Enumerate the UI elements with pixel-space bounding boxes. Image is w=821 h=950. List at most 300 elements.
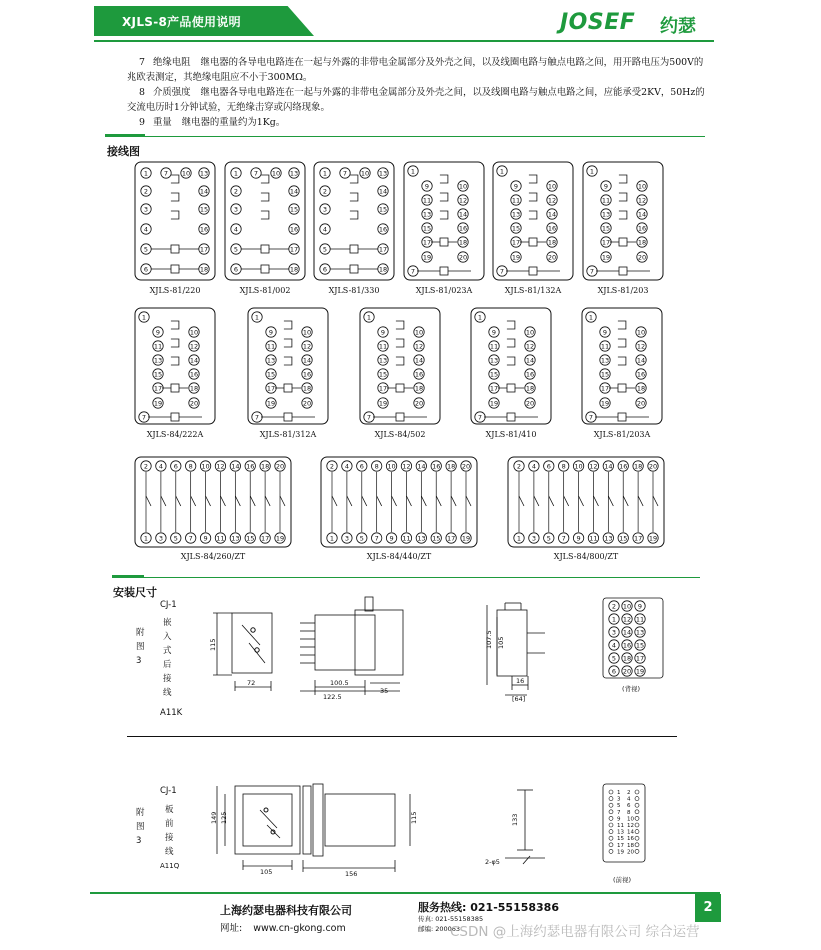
svg-text:16: 16 (636, 370, 646, 379)
svg-text:12: 12 (547, 196, 557, 205)
svg-text:20: 20 (461, 462, 471, 471)
svg-text:20: 20 (627, 849, 634, 856)
svg-text:9: 9 (155, 328, 161, 337)
rear-terminal (635, 627, 645, 637)
dim-125: 125 (220, 811, 228, 824)
spec-text: 继电器的各导电电路连在一起与外露的非带电金属部分及外壳之间，以及线圈电路与触点电路之间，用开路电压为500V的兆欧表测定，其绝缘电阻应不小于300MΩ。 (127, 57, 704, 83)
svg-text:13: 13 (378, 169, 388, 178)
svg-text:7: 7 (253, 169, 259, 178)
rear-terminal (622, 614, 632, 624)
install-a-side-label: 附图3 (136, 628, 145, 666)
svg-text:12: 12 (525, 342, 535, 351)
install-a-model: CJ-1 (160, 600, 177, 610)
svg-text:18: 18 (302, 384, 312, 393)
wiring-caption: XJLS-81/132A (504, 286, 562, 295)
svg-text:18: 18 (446, 462, 456, 471)
brand-logo-cn: 约瑟 (660, 16, 696, 37)
svg-text:11: 11 (589, 534, 598, 543)
wiring-diagram (359, 307, 441, 425)
header-rule (94, 40, 714, 42)
svg-text:14: 14 (627, 829, 634, 836)
svg-text:10: 10 (302, 328, 312, 337)
svg-text:1: 1 (143, 534, 149, 543)
dim-64: [64] (512, 695, 526, 703)
svg-text:15: 15 (601, 224, 611, 233)
footer-web-link[interactable]: www.cn-gkong.com (253, 923, 346, 934)
footer-web (220, 920, 346, 934)
svg-text:18: 18 (260, 462, 270, 471)
svg-text:17: 17 (153, 384, 163, 393)
svg-text:13: 13 (511, 210, 521, 219)
svg-text:9: 9 (389, 534, 394, 543)
svg-text:7: 7 (410, 267, 416, 276)
svg-text:12: 12 (189, 342, 199, 351)
svg-text:1: 1 (254, 313, 260, 322)
footer-rule (90, 892, 720, 894)
install-a-code: A11K (160, 708, 183, 718)
svg-text:3: 3 (611, 628, 617, 637)
hole-spec: 2-φ5 (485, 858, 500, 866)
rear-terminal (622, 666, 632, 676)
install-a-drawings (205, 595, 685, 715)
svg-text:16: 16 (199, 225, 209, 234)
svg-text:17: 17 (199, 245, 209, 254)
svg-text:9: 9 (268, 328, 274, 337)
svg-text:14: 14 (604, 462, 613, 471)
svg-text:13: 13 (153, 356, 163, 365)
svg-text:16: 16 (246, 462, 255, 471)
install-b-drawings (205, 780, 685, 890)
footer-hotline: 服务热线: 021-55158386 (418, 901, 559, 914)
svg-text:9: 9 (617, 816, 621, 823)
svg-text:1: 1 (516, 534, 522, 543)
svg-text:17: 17 (635, 654, 645, 663)
dim-100: 100.5 (330, 679, 349, 687)
svg-text:5: 5 (173, 534, 178, 543)
footer-web-label: 网址: (220, 923, 243, 934)
svg-text:15: 15 (600, 370, 610, 379)
svg-text:19: 19 (422, 253, 432, 262)
svg-text:6: 6 (359, 462, 364, 471)
front-terminal (609, 849, 639, 855)
spec-num: 8 (139, 87, 145, 98)
svg-text:13: 13 (617, 829, 624, 836)
svg-text:1: 1 (329, 534, 335, 543)
svg-text:10: 10 (636, 328, 646, 337)
svg-text:16: 16 (619, 462, 628, 471)
dim-107: 107.5 (485, 630, 493, 649)
rear-terminal (609, 666, 619, 676)
svg-text:10: 10 (360, 169, 370, 178)
svg-text:17: 17 (289, 245, 299, 254)
svg-text:10: 10 (525, 328, 535, 337)
wiring-caption: XJLS-84/260/ZT (180, 552, 246, 561)
svg-text:18: 18 (289, 265, 299, 274)
svg-text:10: 10 (201, 462, 210, 471)
svg-text:20: 20 (275, 462, 285, 471)
svg-text:5: 5 (617, 803, 621, 810)
svg-text:17: 17 (378, 384, 388, 393)
svg-text:3: 3 (344, 534, 349, 543)
svg-text:9: 9 (576, 534, 581, 543)
csdn-watermark: CSDN @上海约瑟电器有限公司 综合运营 (450, 924, 700, 940)
svg-text:9: 9 (513, 182, 519, 191)
svg-text:3: 3 (143, 205, 149, 214)
svg-text:14: 14 (378, 187, 388, 196)
wiring-diagram (134, 161, 216, 281)
spec-weight (127, 115, 712, 130)
svg-text:2: 2 (233, 187, 239, 196)
svg-text:7: 7 (342, 169, 348, 178)
svg-text:13: 13 (604, 534, 613, 543)
svg-text:4: 4 (627, 796, 631, 803)
dim-133: 133 (511, 813, 519, 826)
svg-text:16: 16 (637, 224, 647, 233)
svg-text:14: 14 (458, 210, 468, 219)
install-mark (112, 575, 144, 578)
dim-115: 115 (209, 638, 217, 651)
footer-company: 上海约瑟电器科技有限公司 (220, 904, 352, 917)
front-terminal (609, 816, 639, 822)
svg-text:15: 15 (289, 205, 299, 214)
rear-terminal (635, 666, 645, 676)
svg-text:4: 4 (344, 462, 349, 471)
wiring-caption: XJLS-81/023A (415, 286, 473, 295)
wiring-caption: XJLS-81/312A (259, 430, 317, 439)
install-title: 安装尺寸 (113, 586, 157, 599)
svg-text:17: 17 (511, 238, 521, 247)
svg-text:9: 9 (424, 182, 430, 191)
wiring-diagram (134, 307, 216, 425)
front-terminal (609, 790, 639, 796)
svg-text:14: 14 (231, 462, 240, 471)
svg-text:15: 15 (617, 836, 624, 843)
rear-terminal (635, 640, 645, 650)
wiring-diagram-strip (507, 456, 665, 548)
svg-text:7: 7 (141, 413, 147, 422)
svg-text:17: 17 (260, 534, 270, 543)
front-terminal (609, 810, 639, 816)
svg-text:19: 19 (617, 849, 624, 856)
svg-text:20: 20 (648, 462, 658, 471)
front-terminal (609, 843, 639, 849)
front-terminal (609, 797, 639, 803)
svg-text:18: 18 (636, 384, 646, 393)
svg-text:15: 15 (432, 534, 441, 543)
front-terminal (609, 836, 639, 842)
svg-text:2: 2 (329, 462, 335, 471)
svg-text:5: 5 (233, 245, 239, 254)
dim-149: 149 (210, 811, 218, 824)
wiring-caption: XJLS-84/502 (374, 430, 426, 439)
svg-text:7: 7 (477, 413, 483, 422)
svg-text:17: 17 (601, 238, 611, 247)
svg-text:1: 1 (588, 313, 594, 322)
svg-text:16: 16 (547, 224, 557, 233)
wiring-diagram (247, 307, 329, 425)
svg-text:5: 5 (359, 534, 364, 543)
svg-text:15: 15 (635, 641, 645, 650)
dim-115b: 115 (410, 811, 418, 824)
svg-text:12: 12 (627, 823, 634, 829)
svg-text:15: 15 (489, 370, 499, 379)
spec-text: 继电器各导电电路连在一起与外露的非带电金属部分及外壳之间，以及线圈电路与触点电路之间，应能承受2KV，50Hz的交流电历时1分钟试验，无绝缘击穿或闪络现象。 (127, 87, 705, 113)
svg-text:17: 17 (266, 384, 276, 393)
svg-text:7: 7 (366, 413, 372, 422)
svg-text:9: 9 (380, 328, 386, 337)
wiring-diagram (224, 161, 306, 281)
spec-text: 继电器的重量约为1Kg。 (181, 117, 286, 128)
svg-text:12: 12 (622, 615, 632, 624)
svg-text:7: 7 (617, 809, 621, 816)
svg-text:2: 2 (627, 790, 631, 796)
rear-terminal (635, 601, 645, 611)
svg-text:17: 17 (600, 384, 610, 393)
svg-text:1: 1 (141, 313, 147, 322)
wiring-caption: XJLS-84/440/ZT (366, 552, 432, 561)
wiring-diagram-strip (320, 456, 478, 548)
svg-text:11: 11 (422, 196, 432, 205)
svg-text:10: 10 (181, 169, 191, 178)
wiring-caption: XJLS-81/330 (328, 286, 380, 295)
svg-text:4: 4 (531, 462, 536, 471)
svg-text:18: 18 (637, 238, 647, 247)
svg-text:16: 16 (289, 225, 299, 234)
svg-text:18: 18 (547, 238, 557, 247)
svg-text:16: 16 (302, 370, 312, 379)
svg-text:5: 5 (322, 245, 328, 254)
svg-text:20: 20 (458, 253, 468, 262)
svg-text:16: 16 (458, 224, 468, 233)
svg-text:13: 13 (378, 356, 388, 365)
svg-text:19: 19 (461, 534, 471, 543)
spec-insulation (127, 55, 712, 85)
svg-text:13: 13 (289, 169, 299, 178)
svg-text:6: 6 (143, 265, 149, 274)
svg-text:8: 8 (561, 462, 566, 471)
svg-text:14: 14 (189, 356, 199, 365)
wiring-diagram (581, 307, 663, 425)
svg-text:1: 1 (589, 167, 595, 176)
svg-text:20: 20 (414, 399, 424, 408)
svg-text:15: 15 (378, 205, 388, 214)
svg-text:16: 16 (627, 836, 634, 843)
svg-text:20: 20 (622, 667, 632, 676)
svg-text:2: 2 (611, 602, 617, 611)
svg-text:1: 1 (322, 169, 328, 178)
svg-text:19: 19 (275, 534, 285, 543)
svg-text:19: 19 (153, 399, 163, 408)
svg-text:6: 6 (173, 462, 178, 471)
svg-text:12: 12 (402, 462, 411, 471)
dim-72: 72 (247, 679, 256, 687)
svg-text:19: 19 (378, 399, 388, 408)
svg-text:18: 18 (378, 265, 388, 274)
svg-text:18: 18 (627, 842, 634, 849)
svg-text:7: 7 (499, 267, 505, 276)
svg-text:17: 17 (633, 534, 643, 543)
svg-text:19: 19 (601, 253, 611, 262)
wiring-diagram-strip (134, 456, 292, 548)
svg-text:3: 3 (233, 205, 239, 214)
svg-text:7: 7 (561, 534, 566, 543)
install-b-code: A11Q (160, 862, 180, 870)
svg-text:10: 10 (271, 169, 281, 178)
footer-post: 邮编: 200063 (418, 925, 461, 933)
dim-122: 122.5 (323, 693, 342, 701)
svg-text:1: 1 (499, 167, 505, 176)
svg-text:10: 10 (458, 182, 468, 191)
svg-text:9: 9 (602, 328, 608, 337)
svg-text:12: 12 (589, 462, 598, 471)
dim-35: 35 (380, 687, 389, 695)
svg-text:11: 11 (601, 196, 611, 205)
svg-text:19: 19 (511, 253, 521, 262)
svg-text:10: 10 (574, 462, 583, 471)
svg-text:2: 2 (143, 462, 149, 471)
svg-text:20: 20 (637, 253, 647, 262)
dim-156: 156 (345, 870, 358, 878)
svg-text:13: 13 (600, 356, 610, 365)
header-title: XJLS-8产品使用说明 (122, 15, 241, 29)
rear-view-caption: (背视) (622, 685, 641, 693)
svg-text:15: 15 (153, 370, 163, 379)
svg-text:18: 18 (189, 384, 199, 393)
svg-text:15: 15 (422, 224, 432, 233)
svg-text:2: 2 (516, 462, 522, 471)
svg-text:6: 6 (611, 667, 617, 676)
svg-text:1: 1 (477, 313, 483, 322)
rear-terminal (622, 601, 632, 611)
svg-text:7: 7 (163, 169, 169, 178)
svg-text:1: 1 (366, 313, 372, 322)
svg-text:9: 9 (637, 602, 643, 611)
svg-text:6: 6 (627, 803, 631, 810)
svg-text:11: 11 (635, 615, 645, 624)
spec-title: 重量 (152, 117, 172, 128)
brand-logo: JOSEF (560, 10, 636, 35)
svg-text:20: 20 (189, 399, 199, 408)
svg-text:8: 8 (627, 809, 631, 816)
svg-text:1: 1 (143, 169, 149, 178)
wiring-caption: XJLS-81/410 (485, 430, 537, 439)
svg-text:14: 14 (636, 356, 646, 365)
wiring-caption: XJLS-81/220 (149, 286, 201, 295)
wiring-title: 接线图 (107, 145, 140, 158)
svg-text:14: 14 (637, 210, 647, 219)
page-number: 2 (695, 894, 721, 922)
svg-text:18: 18 (525, 384, 535, 393)
rear-terminal (609, 601, 619, 611)
svg-text:18: 18 (199, 265, 209, 274)
svg-text:15: 15 (511, 224, 521, 233)
svg-text:11: 11 (216, 534, 225, 543)
svg-text:16: 16 (525, 370, 535, 379)
wiring-rule (105, 136, 705, 137)
svg-text:16: 16 (432, 462, 441, 471)
svg-text:1: 1 (233, 169, 239, 178)
footer-fax: 传真: 021-55158385 (418, 915, 484, 923)
svg-text:1: 1 (611, 615, 617, 624)
rear-terminal (635, 614, 645, 624)
svg-text:16: 16 (414, 370, 424, 379)
svg-text:13: 13 (231, 534, 240, 543)
svg-text:18: 18 (458, 238, 468, 247)
svg-text:12: 12 (414, 342, 424, 351)
svg-text:3: 3 (617, 796, 621, 803)
dim-16: 16 (516, 677, 525, 685)
svg-text:2: 2 (143, 187, 149, 196)
svg-text:10: 10 (547, 182, 557, 191)
svg-text:12: 12 (637, 196, 647, 205)
svg-text:5: 5 (611, 654, 617, 663)
svg-text:19: 19 (266, 399, 276, 408)
install-b-side-label: 附图3 (136, 808, 145, 846)
svg-text:19: 19 (600, 399, 610, 408)
svg-text:15: 15 (378, 370, 388, 379)
dim-105b: 105 (260, 868, 273, 876)
install-rule (112, 577, 700, 578)
install-a-type-label: 嵌入式后接线 (163, 618, 172, 698)
svg-text:4: 4 (143, 225, 149, 234)
install-b-model: CJ-1 (160, 786, 177, 796)
svg-text:18: 18 (633, 462, 643, 471)
svg-text:3: 3 (322, 205, 328, 214)
svg-text:11: 11 (378, 342, 388, 351)
svg-text:1: 1 (617, 790, 621, 796)
svg-text:13: 13 (635, 628, 645, 637)
svg-text:10: 10 (627, 816, 634, 823)
svg-text:3: 3 (531, 534, 536, 543)
svg-text:16: 16 (378, 225, 388, 234)
svg-text:10: 10 (414, 328, 424, 337)
spec-num: 9 (139, 117, 145, 128)
rear-terminal (609, 614, 619, 624)
svg-text:15: 15 (199, 205, 209, 214)
svg-text:18: 18 (414, 384, 424, 393)
svg-text:20: 20 (636, 399, 646, 408)
rear-terminal (609, 627, 619, 637)
svg-text:13: 13 (489, 356, 499, 365)
svg-text:6: 6 (322, 265, 328, 274)
svg-text:9: 9 (491, 328, 497, 337)
svg-text:9: 9 (603, 182, 609, 191)
svg-text:19: 19 (648, 534, 658, 543)
front-terminal (609, 830, 639, 836)
rear-terminal (622, 653, 632, 663)
svg-text:2: 2 (322, 187, 328, 196)
svg-text:10: 10 (637, 182, 647, 191)
svg-text:11: 11 (600, 342, 610, 351)
svg-text:11: 11 (617, 823, 624, 829)
wiring-caption: XJLS-84/222A (146, 430, 204, 439)
svg-text:10: 10 (189, 328, 199, 337)
svg-text:4: 4 (158, 462, 163, 471)
rear-terminal (609, 640, 619, 650)
front-terminal (609, 803, 639, 809)
front-view-caption: (前视) (613, 876, 632, 884)
svg-text:9: 9 (203, 534, 208, 543)
svg-text:14: 14 (547, 210, 557, 219)
svg-text:13: 13 (422, 210, 432, 219)
svg-text:14: 14 (525, 356, 535, 365)
svg-text:14: 14 (289, 187, 299, 196)
svg-text:20: 20 (302, 399, 312, 408)
wiring-diagram (313, 161, 395, 281)
svg-text:11: 11 (153, 342, 163, 351)
svg-text:17: 17 (378, 245, 388, 254)
wiring-caption: XJLS-84/800/ZT (553, 552, 619, 561)
